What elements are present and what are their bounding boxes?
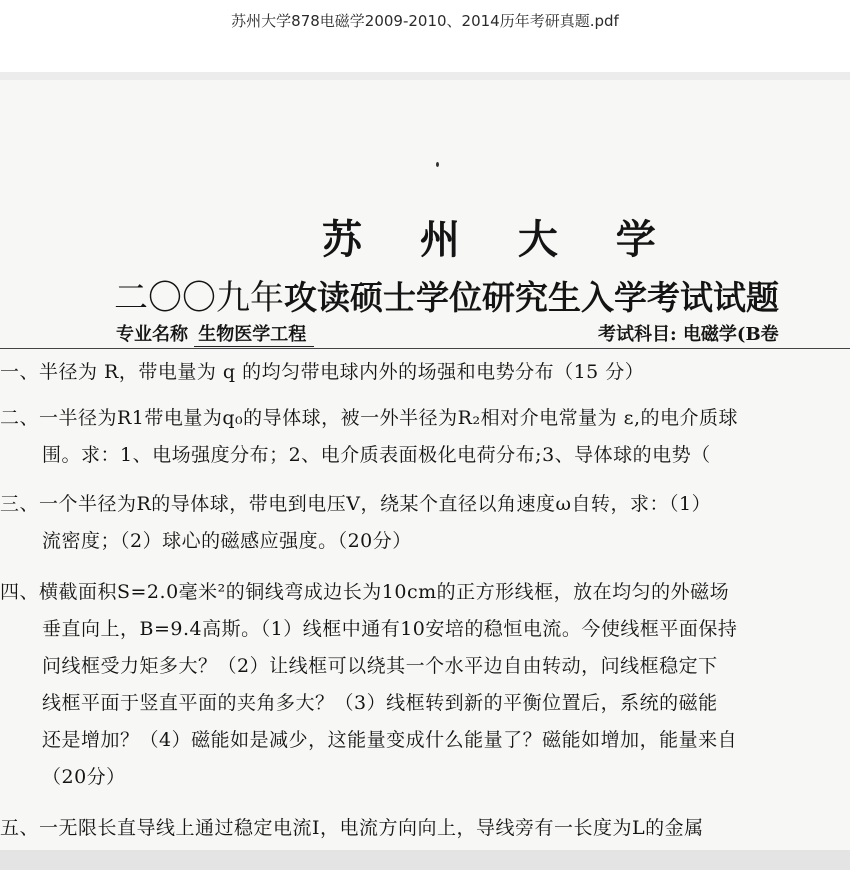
subject-label: 考试科目: [598,324,677,345]
exam-heading [114,270,779,319]
question-1: 一、半径为 R，带电量为 q 的均匀带电球内外的场强和电势分布（15 分） [0,361,645,383]
major-value: 生物医学工程 [194,324,314,347]
question-5-line-1: 五、一无限长直导线上通过稳定电流I，电流方向向上，导线旁有一长度为L的金属 [0,817,704,839]
question-2-line-2: 围。求：1、电场强度分布；2、电介质表面极化电荷分布;3、导体球的电势（ [42,444,711,466]
university-name: 苏 州 大 学 [322,216,678,263]
question-3-line-1: 三、一个半径为R的导体球，带电到电压V，绕某个直径以角速度ω自转，求：（1） [0,493,712,515]
question-4-line-4: 线框平面于竖直平面的夹角多大？（3）线框转到新的平衡位置后，系统的磁能 [42,692,718,714]
major-label: 专业名称 [116,324,188,345]
question-4-line-3: 问线框受力矩多大？（2）让线框可以绕其一个水平边自由转动，问线框稳定下 [42,655,718,677]
exam-title: 攻读硕士学位研究生入学考试试题 [284,278,779,317]
viewer-bottom-gutter [0,850,850,870]
viewer-title-bar [0,0,850,72]
subject-field [598,320,779,346]
question-4-line-1: 四、横截面积S=2.0毫米²的铜线弯成边长为10cm的正方形线框，放在均匀的外磁场 [0,581,730,603]
header-divider [0,348,850,349]
question-3-line-2: 流密度；（2）球心的磁感应强度。（20分） [42,530,412,552]
question-4-line-6: （20分） [42,766,126,788]
subject-value: 电磁学(B卷 [682,324,779,345]
pdf-page[interactable] [0,80,850,850]
exam-year: 二〇〇九年 [114,278,284,318]
scan-speck [436,162,439,167]
question-4-line-2: 垂直向上，B=9.4高斯。（1）线框中通有10安培的稳恒电流。今使线框平面保持 [42,618,738,640]
document-title: 苏州大学878电磁学2009-2010、2014历年考研真题.pdf [231,12,619,30]
major-field [116,320,314,346]
question-4-line-5: 还是增加？（4）磁能如是减少，这能量变成什么能量了？磁能如增加，能量来自 [42,729,738,751]
question-2-line-1: 二、一半径为R1带电量为q₀的导体球，被一外半径为R₂相对介电常量为 ε,的电介质球 [0,407,739,429]
